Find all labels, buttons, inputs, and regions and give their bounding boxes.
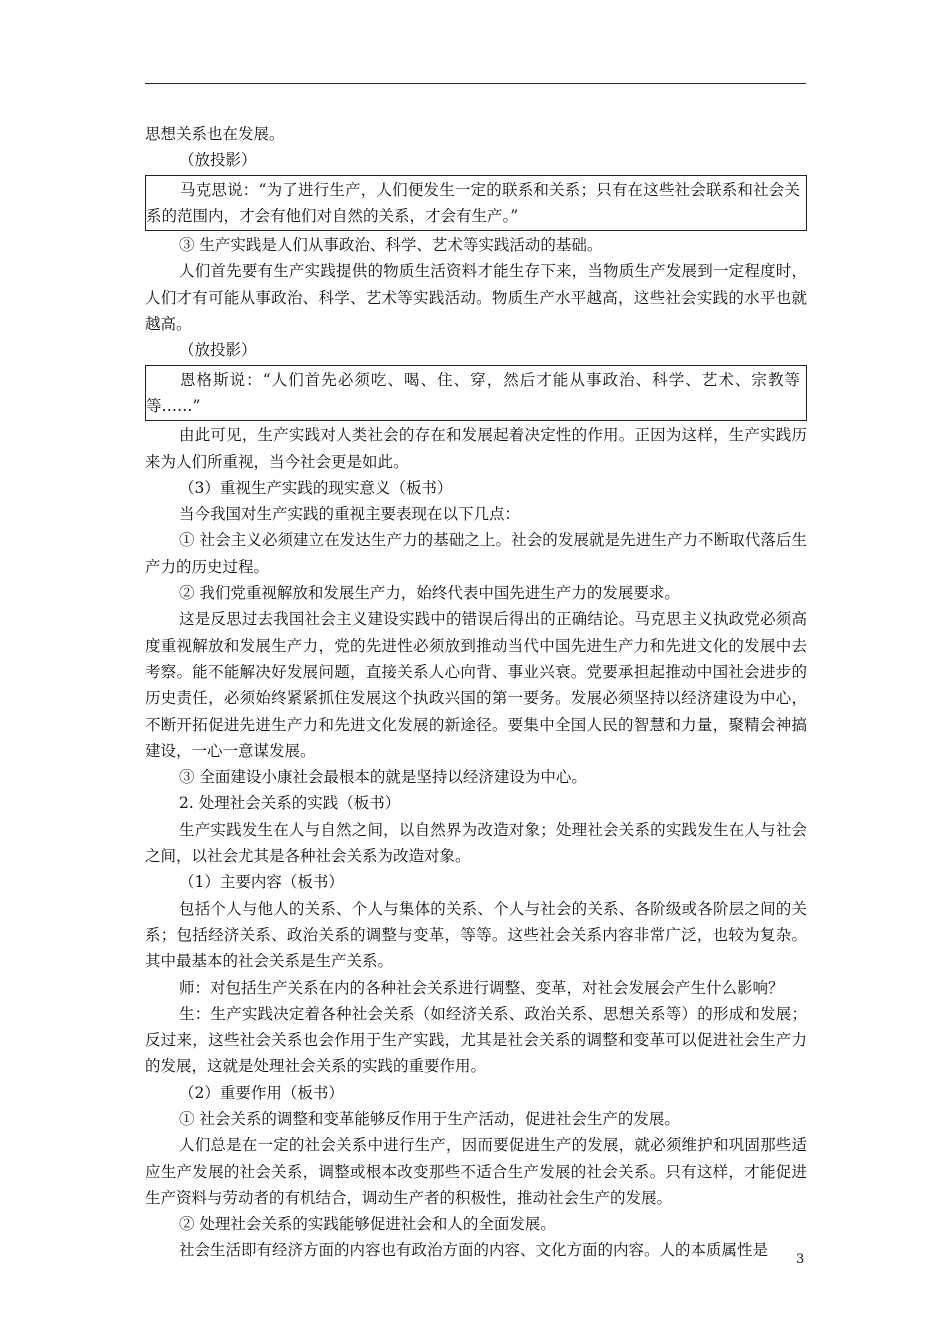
paragraph: 社会生活即有经济方面的内容也有政治方面的内容、文化方面的内容。人的本质属性是 bbox=[179, 1241, 769, 1260]
paragraph: 2. 处理社会关系的实践（板书） bbox=[179, 794, 401, 813]
paragraph: 当今我国对生产实践的重视主要表现在以下几点： bbox=[179, 505, 521, 524]
quote-text: 恩格斯说：“人们首先必须吃、喝、住、穿，然后才能从事政治、科学、艺术、宗教等等……” bbox=[146, 370, 800, 415]
paragraph: 由此可见，生产实践对人类社会的存在和发展起着决定性的作用。正因为这样，生产实践历来为人们所重视，当今社会更是如此。 bbox=[145, 426, 807, 471]
quote-text: 马克思说：“为了进行生产，人们便发生一定的联系和关系；只有在这些社会联系和社会关系的范围内，才会有他们对自然的关系，才会有生产。” bbox=[146, 180, 800, 225]
page-number: 3 bbox=[796, 1252, 805, 1267]
paragraph: （放投影） bbox=[179, 341, 257, 360]
paragraph: 生：生产实践决定着各种社会关系（如经济关系、政治关系、思想关系等）的形成和发展；反过来，这些社会关系也会作用于生产实践，尤其是社会关系的调整和变革可以促进社会生产力的发展，这就是处理社会关系的实践的重要作用。 bbox=[145, 1004, 807, 1076]
paragraph: （2）重要作用（板书） bbox=[179, 1083, 344, 1102]
paragraph: 人们总是在一定的社会关系中进行生产，因而要促进生产的发展，就必须维护和巩固那些适应生产发展的社会关系，调整或根本改变那些不适合生产发展的社会关系。只有这样，才能促进生产资料与劳动者的有机结合，调动生产者的积极性，推动社会生产的发展。 bbox=[145, 1136, 807, 1207]
paragraph: ② 我们党重视解放和发展生产力，始终代表中国先进生产力的发展要求。 bbox=[179, 584, 680, 603]
paragraph: ③ 生产实践是人们从事政治、科学、艺术等实践活动的基础。 bbox=[179, 236, 603, 255]
paragraph: ① 社会主义必须建立在发达生产力的基础之上。社会的发展就是先进生产力不断取代落后生产力的历史过程。 bbox=[145, 531, 807, 576]
paragraph: ① 社会关系的调整和变革能够反作用于生产活动，促进社会生产的发展。 bbox=[179, 1109, 680, 1128]
header-rule bbox=[145, 83, 806, 84]
paragraph: ② 处理社会关系的实践能够促进社会和人的全面发展。 bbox=[179, 1215, 556, 1234]
paragraph: 生产实践发生在人与自然之间，以自然界为改造对象；处理社会关系的实践发生在人与社会之间，以社会尤其是各种社会关系为改造对象。 bbox=[145, 820, 807, 866]
paragraph: ③ 全面建设小康社会最根本的就是坚持以经济建设为中心。 bbox=[179, 768, 587, 787]
paragraph: 思想关系也在发展。 bbox=[145, 125, 285, 143]
paragraph: （3）重视生产实践的现实意义（板书） bbox=[179, 478, 453, 497]
paragraph: （1）主要内容（板书） bbox=[179, 873, 344, 892]
paragraph: 人们首先要有生产实践提供的物质生活资料才能生存下来，当物质生产发展到一定程度时，人们才有可能从事政治、科学、艺术等实践活动。物质生产水平越高，这些社会实践的水平也就越高。 bbox=[145, 262, 807, 334]
paragraph: （放投影） bbox=[179, 151, 257, 170]
quote-box bbox=[145, 175, 807, 232]
paragraph: 师：对包括生产关系在内的各种社会关系进行调整、变革，对社会发展会产生什么影响？ bbox=[179, 978, 784, 997]
quote-box bbox=[145, 365, 807, 422]
body-text bbox=[145, 121, 807, 1264]
paragraph: 包括个人与他人的关系、个人与集体的关系、个人与社会的关系、各阶级或各阶层之间的关系；包括经济关系、政治关系的调整与变革，等等。这些社会关系内容非常广泛，也较为复杂。其中最基本的社会关系是生产关系。 bbox=[145, 899, 807, 971]
paragraph: 这是反思过去我国社会主义建设实践中的错误后得出的正确结论。马克思主义执政党必须高度重视解放和发展生产力，党的先进性必须放到推动当代中国先进生产力和先进文化的发展中去考察。能不能解决好发展问题，直接关系人心向背、事业兴衰。党要承担起推动中国社会进步的历史责任，必须始终紧紧抓住发展这个执政兴国的第一要务。发展必须坚持以经济建设为中心，不断开拓促进先进生产力和先进文化发展的新途径。要集中全国人民的智慧和力量，聚精会神搞建设，一心一意谋发展。 bbox=[145, 610, 807, 760]
